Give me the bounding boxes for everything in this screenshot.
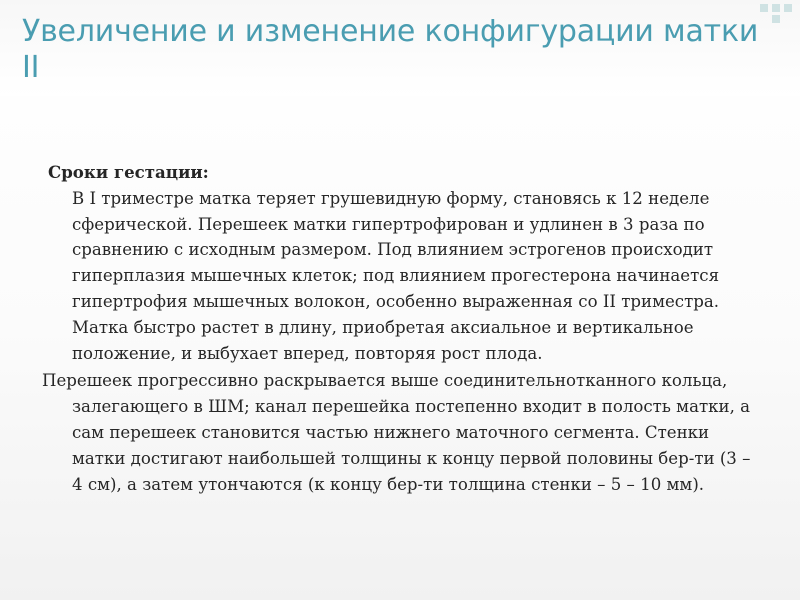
slide-title: Увеличение и изменение конфигурации матки II [22, 14, 759, 85]
decor-square [784, 4, 792, 12]
paragraph-first-trimester: В I триместре матка теряет грушевидную форму, становясь к 12 неделе сферической. Перешеек матки гипертрофирован и удлинен в 3 раза по сравнению с исходным размером. Под влиянием эстрогенов происходит гиперплазия мышечных клеток; под влиянием прогестерона начинается гипертрофия мышечных волокон, особенно выраженная со II триместра. Матка быстро растет в длину, приобретая аксиальное и вертикальное положение, и выбухает вперед, повторяя рост плода. [72, 188, 720, 363]
paragraph-isthmus: Перешеек прогрессивно раскрывается выше соединительнотканного кольца, залегающего в ШМ; канал перешейка постепенно входит в полость матки, а сам перешеек становится частью нижнего маточного сегмента. Стенки матки достигают наибольшей толщины к концу первой половины бер-ти (3 – 4 см), а затем утончаются (к концу бер-ти толщина стенки – 5 – 10 мм). [42, 371, 751, 494]
term-heading: Сроки гестации: [48, 162, 209, 182]
slide-body [42, 160, 764, 497]
decor-square [772, 4, 780, 12]
decor-square [760, 4, 768, 12]
paragraph-wrapper [42, 368, 764, 497]
